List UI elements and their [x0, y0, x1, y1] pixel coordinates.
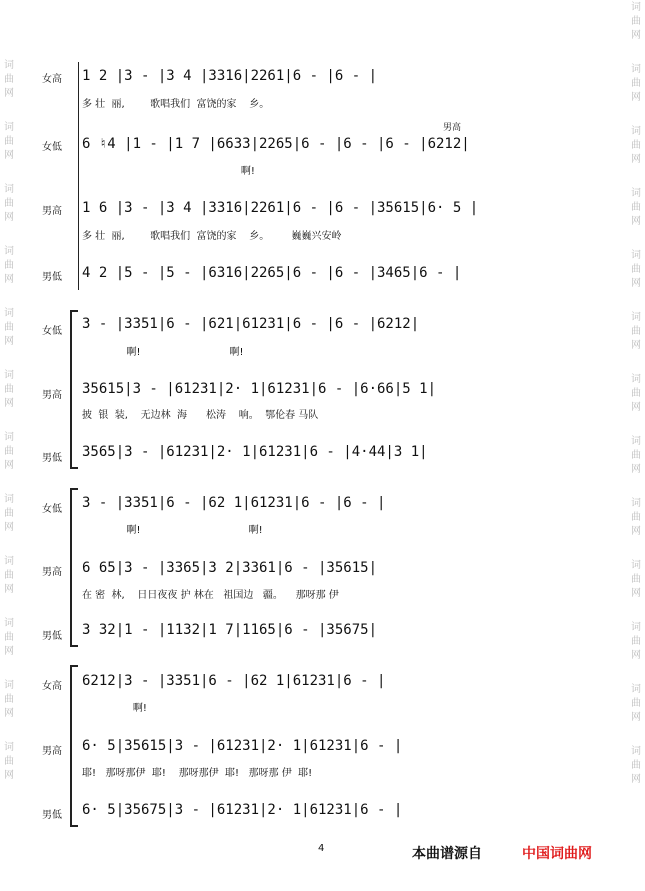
- voice-label: 女低: [42, 326, 62, 337]
- watermark-char: 曲: [4, 198, 14, 209]
- lyrics-line: 耶! 那呀那伊 耶! 那呀那伊 耶! 那呀那 伊 耶!: [82, 768, 313, 779]
- watermark-char: 网: [4, 398, 14, 409]
- watermark-char: 词: [4, 556, 14, 567]
- watermark-char: 网: [631, 526, 641, 537]
- watermark-char: 词: [4, 432, 14, 443]
- watermark-char: 曲: [631, 698, 641, 709]
- watermark-char: 词: [4, 494, 14, 505]
- watermark-char: 网: [4, 274, 14, 285]
- watermark-char: 词: [631, 188, 641, 199]
- source-label: 本曲谱源自: [412, 846, 482, 862]
- watermark-char: 曲: [4, 632, 14, 643]
- left-watermark: [2, 60, 16, 804]
- watermark-char: 词: [4, 618, 14, 629]
- watermark-char: 网: [631, 588, 641, 599]
- watermark-char: 曲: [631, 388, 641, 399]
- watermark-char: 网: [4, 212, 14, 223]
- lyrics-line: 啊! 啊!: [82, 525, 263, 536]
- watermark-char: 词: [631, 622, 641, 633]
- notation-line: 3 - |3351|6 - |62 1|61231|6 - |6 - |: [82, 495, 386, 511]
- lyrics-line: 披 银 装, 无边林 海 松涛 响。 鄂伦春 马队: [82, 410, 319, 421]
- watermark-char: 网: [631, 278, 641, 289]
- notation-line: 3 32|1 - |1132|1 7|1165|6 - |35675|: [82, 622, 378, 638]
- watermark-char: 网: [631, 464, 641, 475]
- voice-cue-label: 男高: [443, 123, 462, 133]
- watermark-char: 网: [631, 774, 641, 785]
- watermark-char: 网: [4, 708, 14, 719]
- voice-label: 男高: [42, 390, 62, 401]
- watermark-char: 曲: [631, 636, 641, 647]
- lyrics-line: 多 壮 丽, 歌唱我们 富饶的家 乡。 巍巍兴安岭: [82, 231, 342, 242]
- notation-line: 3 - |3351|6 - |621|61231|6 - |6 - |6212|: [82, 316, 420, 332]
- lyrics-line: 多 壮 丽, 歌唱我们 富饶的家 乡。: [82, 99, 270, 110]
- voice-label: 男高: [42, 567, 62, 578]
- watermark-char: 曲: [631, 140, 641, 151]
- watermark-char: 词: [631, 374, 641, 385]
- watermark-char: 网: [631, 92, 641, 103]
- lyrics-line: 啊! 啊!: [82, 347, 244, 358]
- watermark-char: 网: [631, 154, 641, 165]
- voice-label: 女低: [42, 142, 62, 153]
- voice-label: 男低: [42, 631, 62, 642]
- watermark-char: 网: [4, 584, 14, 595]
- voice-label: 女高: [42, 681, 62, 692]
- watermark-char: 词: [631, 560, 641, 571]
- system-bracket-line: [78, 62, 79, 290]
- watermark-char: 网: [631, 216, 641, 227]
- watermark-char: 曲: [4, 694, 14, 705]
- watermark-char: 曲: [4, 570, 14, 581]
- voice-label: 男低: [42, 810, 62, 821]
- notation-line: 6· 5|35615|3 - |61231|2· 1|61231|6 - |: [82, 738, 403, 754]
- watermark-char: 曲: [4, 384, 14, 395]
- lyrics-line: 啊!: [82, 166, 255, 177]
- watermark-char: 词: [631, 2, 641, 13]
- notation-line: 3565|3 - |61231|2· 1|61231|6 - |4·44|3 1|: [82, 444, 428, 460]
- watermark-char: 词: [631, 64, 641, 75]
- watermark-char: 网: [4, 150, 14, 161]
- watermark-char: 词: [631, 250, 641, 261]
- watermark-char: 词: [4, 60, 14, 71]
- watermark-char: 网: [4, 770, 14, 781]
- voice-label: 女高: [42, 74, 62, 85]
- watermark-char: 曲: [4, 322, 14, 333]
- watermark-char: 网: [4, 522, 14, 533]
- watermark-char: 曲: [631, 16, 641, 27]
- watermark-char: 词: [631, 126, 641, 137]
- watermark-char: 曲: [631, 574, 641, 585]
- watermark-char: 曲: [631, 202, 641, 213]
- watermark-char: 网: [631, 402, 641, 413]
- lyrics-line: 啊!: [82, 703, 147, 714]
- notation-line: 6 65|3 - |3365|3 2|3361|6 - |35615|: [82, 560, 378, 576]
- notation-line: 6212|3 - |3351|6 - |62 1|61231|6 - |: [82, 673, 386, 689]
- source-brand-link[interactable]: 中国词曲网: [522, 846, 592, 862]
- watermark-char: 词: [4, 308, 14, 319]
- watermark-char: 曲: [4, 74, 14, 85]
- watermark-char: 曲: [4, 446, 14, 457]
- system-brace: [70, 665, 78, 827]
- watermark-char: 网: [631, 712, 641, 723]
- notation-line: 35615|3 - |61231|2· 1|61231|6 - |6·66|5 1|: [82, 381, 437, 397]
- notation-line: 1 2 |3 - |3 4 |3316|2261|6 - |6 - |: [82, 68, 378, 84]
- watermark-char: 网: [631, 30, 641, 41]
- watermark-char: 曲: [4, 508, 14, 519]
- watermark-char: 曲: [4, 260, 14, 271]
- watermark-char: 词: [631, 746, 641, 757]
- watermark-char: 网: [4, 646, 14, 657]
- watermark-char: 曲: [631, 512, 641, 523]
- voice-label: 女低: [42, 504, 62, 515]
- page-number: 4: [318, 843, 325, 854]
- watermark-char: 词: [4, 122, 14, 133]
- watermark-char: 网: [4, 88, 14, 99]
- watermark-char: 曲: [631, 450, 641, 461]
- voice-label: 男高: [42, 206, 62, 217]
- watermark-char: 曲: [4, 136, 14, 147]
- lyrics-line: 在 密 林, 日日夜夜 护 林在 祖国边 疆。 那呀那 伊: [82, 590, 339, 601]
- watermark-char: 网: [4, 336, 14, 347]
- watermark-char: 曲: [4, 756, 14, 767]
- notation-line: 4 2 |5 - |5 - |6316|2265|6 - |6 - |3465|6 - |: [82, 265, 462, 281]
- watermark-char: 曲: [631, 326, 641, 337]
- watermark-char: 网: [4, 460, 14, 471]
- system-brace: [70, 310, 78, 469]
- watermark-char: 曲: [631, 760, 641, 771]
- watermark-char: 网: [631, 340, 641, 351]
- watermark-char: 词: [4, 184, 14, 195]
- watermark-char: 词: [4, 246, 14, 257]
- watermark-char: 词: [4, 742, 14, 753]
- watermark-char: 词: [631, 498, 641, 509]
- right-watermark: [629, 2, 643, 808]
- notation-line: 1 6 |3 - |3 4 |3316|2261|6 - |6 - |35615|6· 5 |: [82, 200, 479, 216]
- voice-label: 男高: [42, 746, 62, 757]
- watermark-char: 词: [4, 680, 14, 691]
- watermark-char: 词: [631, 312, 641, 323]
- watermark-char: 曲: [631, 78, 641, 89]
- watermark-char: 网: [631, 650, 641, 661]
- system-brace: [70, 488, 78, 647]
- watermark-char: 曲: [631, 264, 641, 275]
- notation-line: 6 ♮4 |1 - |1 7 |6633|2265|6 - |6 - |6 - |6212|: [82, 136, 470, 152]
- voice-label: 男低: [42, 272, 62, 283]
- watermark-char: 词: [4, 370, 14, 381]
- voice-label: 男低: [42, 453, 62, 464]
- watermark-char: 词: [631, 436, 641, 447]
- watermark-char: 词: [631, 684, 641, 695]
- notation-line: 6· 5|35675|3 - |61231|2· 1|61231|6 - |: [82, 802, 403, 818]
